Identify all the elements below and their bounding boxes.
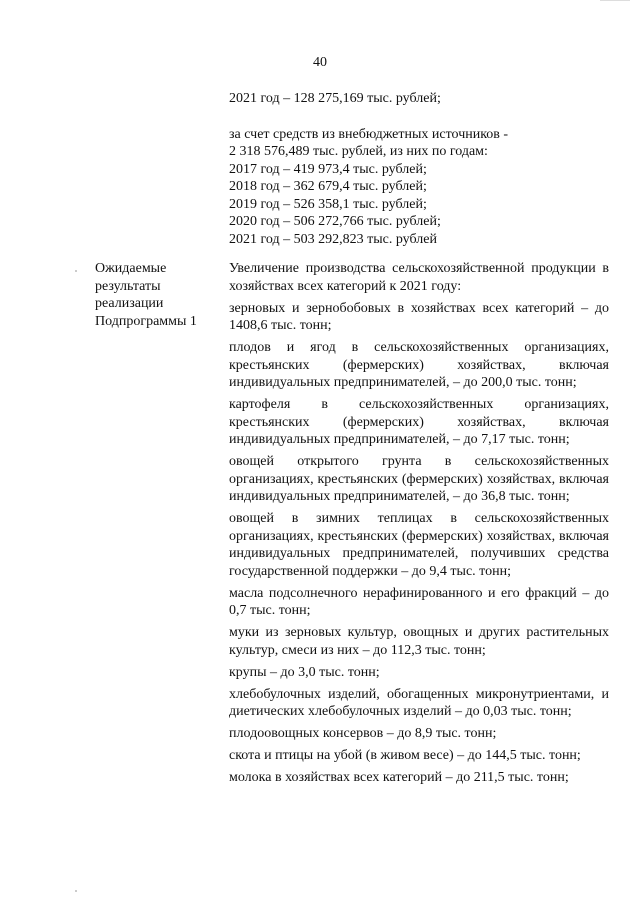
financing-line: за счет средств из внебюджетных источников -	[229, 126, 509, 142]
paragraph-gap	[229, 108, 609, 126]
financing-block	[229, 90, 609, 248]
result-item: зерновых и зернобобовых в хозяйствах всех категорий – до 1408,6 тыс. тонн;	[229, 300, 609, 333]
result-item: овощей в зимних теплицах в сельскохозяйственных организациях, крестьянских (фермерских) хозяйствах, включая индивидуальных предпринимателей, получивших средства государственной поддержки – до 9,4 тыс. тонн;	[229, 511, 609, 579]
result-item: крупы – до 3,0 тыс. тонн;	[229, 664, 380, 680]
result-item: муки из зерновых культур, овощных и других растительных культур, смеси из них – до 112,3 тыс. тонн;	[229, 625, 609, 658]
financing-line: 2 318 576,489 тыс. рублей, из них по годам:	[229, 144, 488, 159]
scan-speck	[75, 890, 77, 892]
section-label: Ожидаемые результаты реализации Подпрограммы 1	[95, 261, 197, 329]
result-item: картофеля в сельскохозяйственных организациях, крестьянских (фермерских) хозяйствах, включая индивидуальных предпринимателей, – до 7,17 тыс. тонн;	[229, 397, 609, 447]
financing-line: 2018 год – 362 679,4 тыс. рублей;	[229, 179, 427, 194]
expected-results	[229, 260, 609, 791]
result-item: молока в хозяйствах всех категорий – до 211,5 тыс. тонн;	[229, 770, 569, 785]
result-item: скота и птицы на убой (в живом весе) – до 144,5 тыс. тонн;	[229, 748, 581, 763]
financing-line: 2017 год – 419 973,4 тыс. рублей;	[229, 161, 427, 177]
page-number: 40	[313, 55, 327, 70]
result-item: масла подсолнечного нерафинированного и его фракций – до 0,7 тыс. тонн;	[229, 585, 609, 618]
financing-line: 2021 год – 503 292,823 тыс. рублей	[229, 231, 437, 247]
financing-line: 2021 год – 128 275,169 тыс. рублей;	[229, 91, 441, 106]
financing-line: 2019 год – 526 358,1 тыс. рублей;	[229, 196, 427, 212]
scan-mark	[600, 0, 630, 1]
financing-line: 2020 год – 506 272,766 тыс. рублей;	[229, 214, 441, 229]
result-item: Увеличение производства сельскохозяйственной продукции в хозяйствах всех категорий к 2021 году:	[229, 261, 609, 294]
result-item: плодоовощных консервов – до 8,9 тыс. тонн;	[229, 726, 497, 741]
result-item: хлебобулочных изделий, обогащенных микронутриентами, и диетических хлебобулочных изделий – до 0,03 тыс. тонн;	[229, 686, 609, 719]
result-item: овощей открытого грунта в сельскохозяйственных организациях, крестьянских (фермерских) хозяйствах, включая индивидуальных предпринимателей, – до 36,8 тыс. тонн;	[229, 454, 609, 504]
result-item: плодов и ягод в сельскохозяйственных организациях, крестьянских (фермерских) хозяйствах, включая индивидуальных предпринимателей, – до 200,0 тыс. тонн;	[229, 340, 609, 390]
scan-speck	[75, 270, 77, 272]
